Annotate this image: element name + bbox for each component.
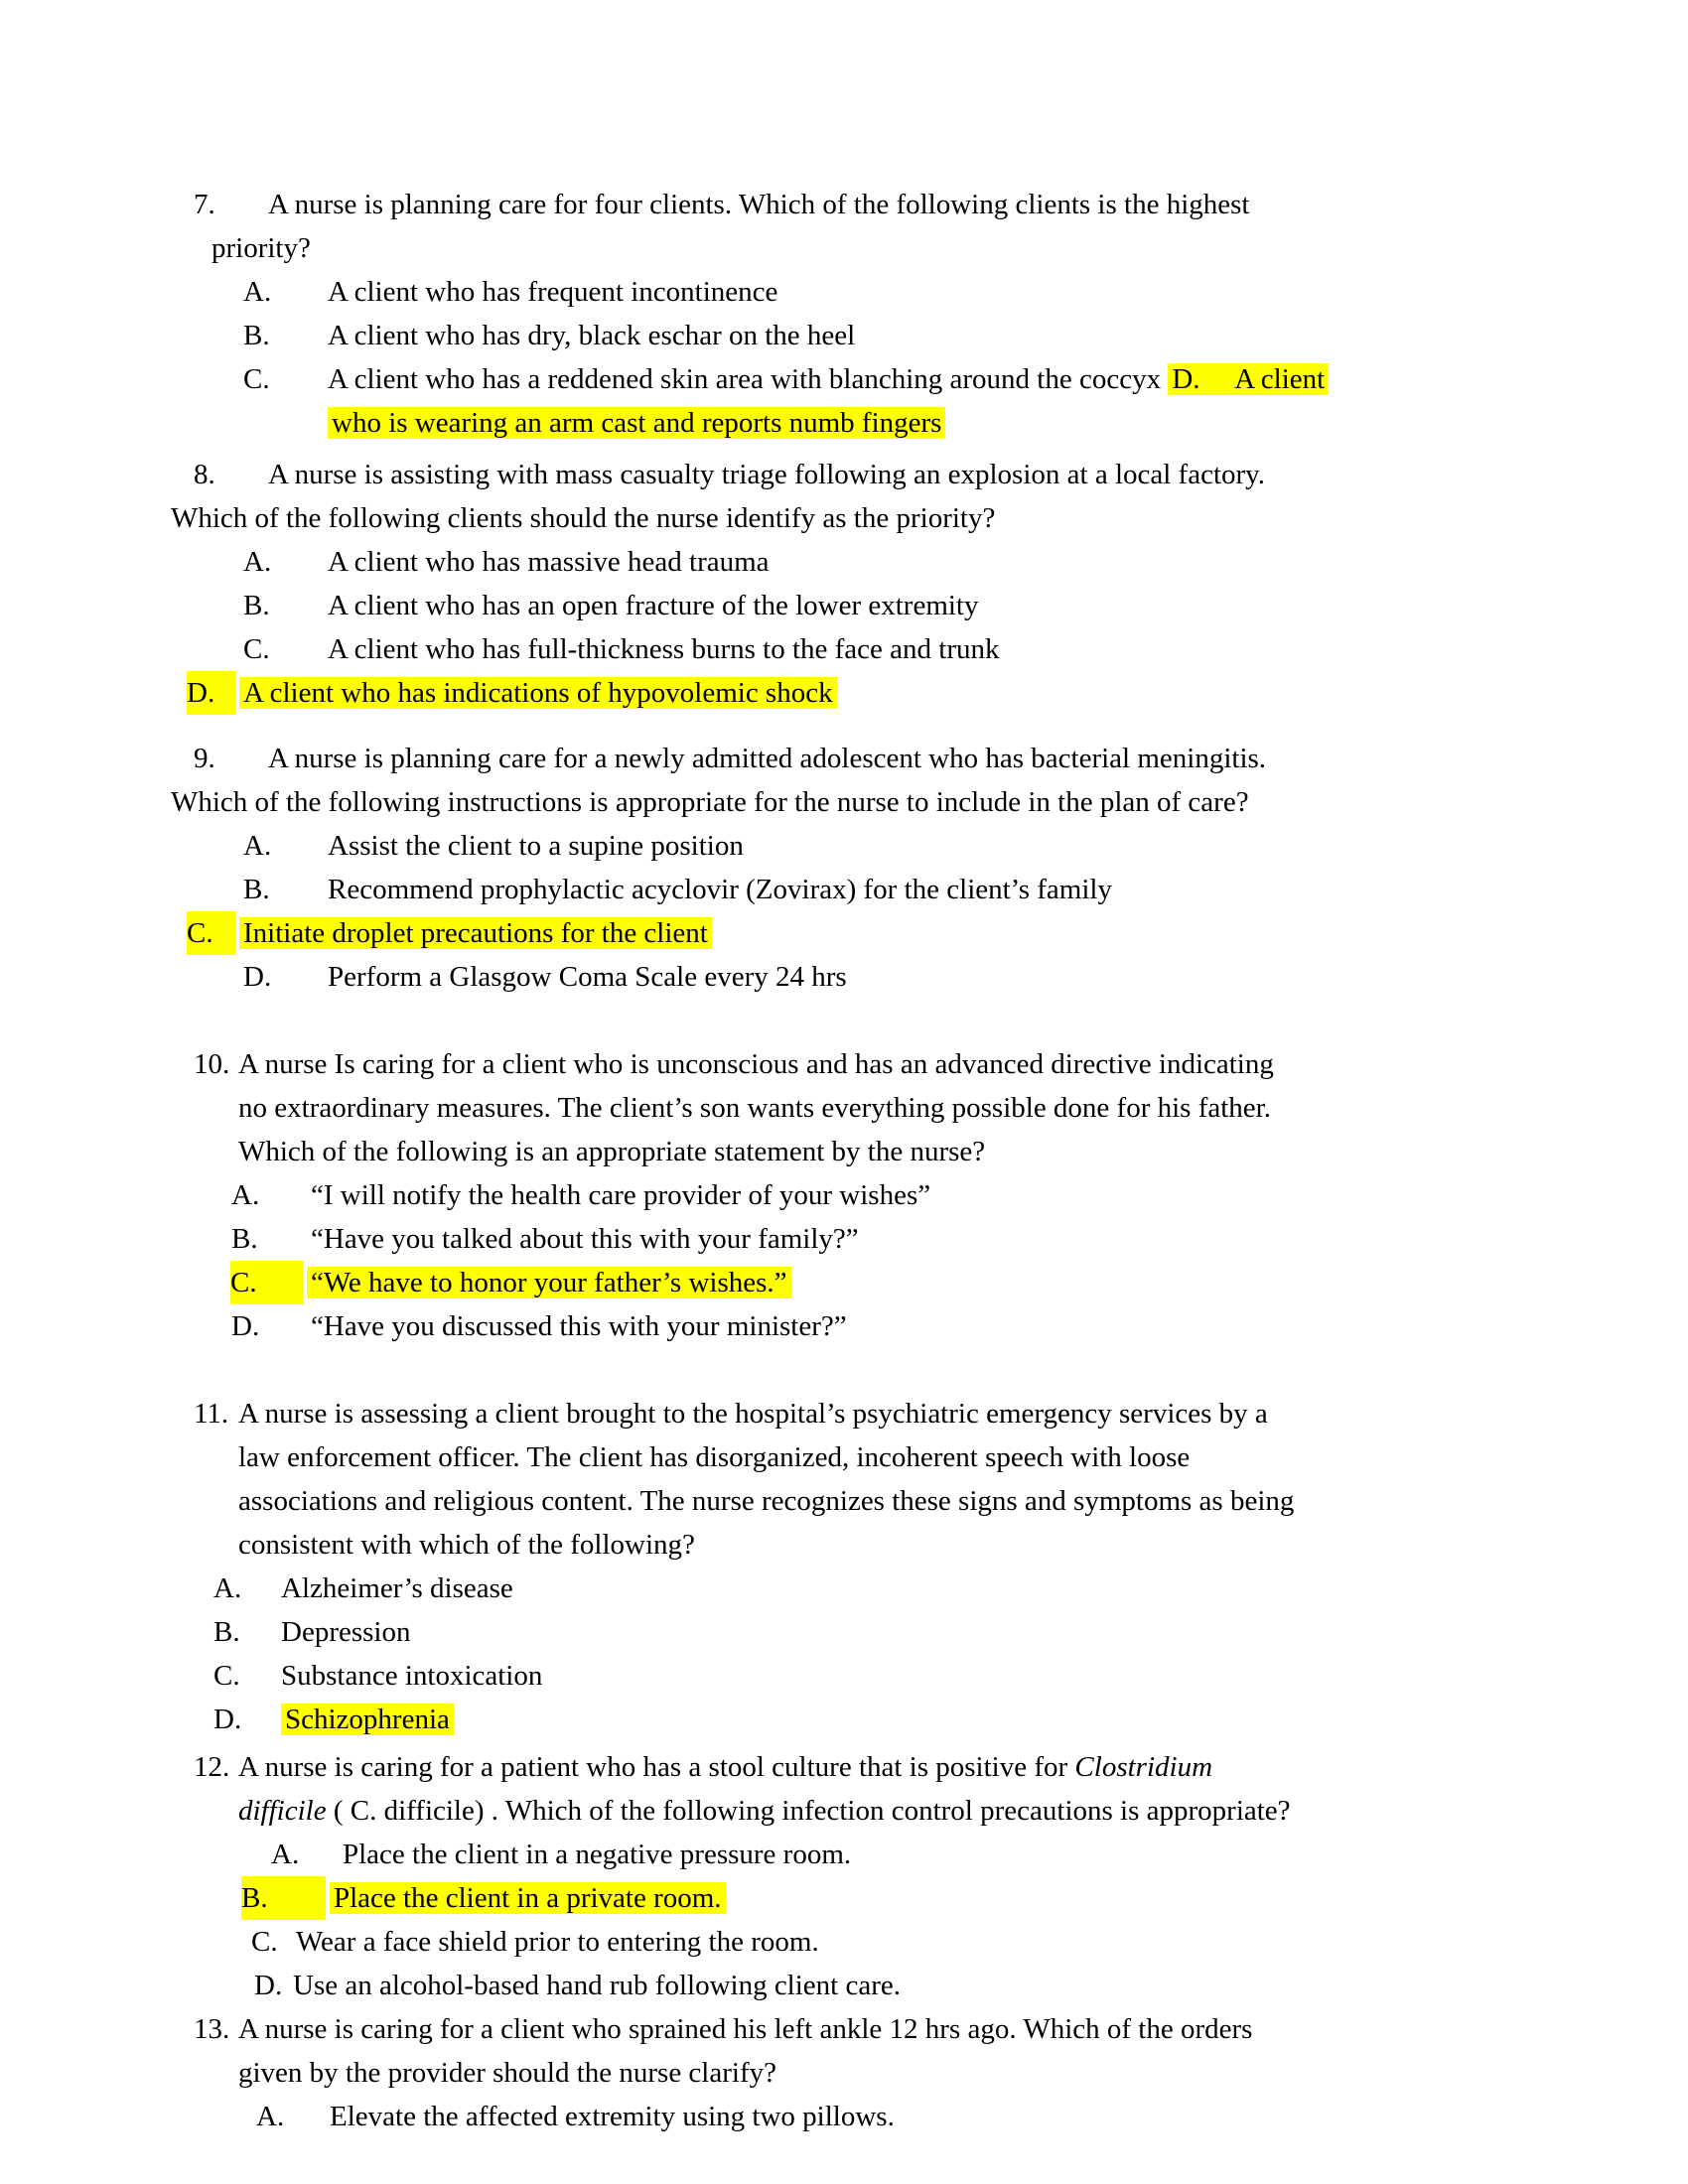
option-letter: D. bbox=[243, 961, 272, 993]
text-segment: given by the provider should the nurse clarify? bbox=[238, 2057, 776, 2089]
text-segment: consistent with which of the following? bbox=[238, 1529, 695, 1561]
option-line bbox=[0, 1304, 1688, 1348]
option-line bbox=[0, 540, 1688, 584]
highlighted-answer-text: Initiate droplet precautions for the client bbox=[239, 917, 712, 949]
text-segment: A client who has an open fracture of the lower extremity bbox=[328, 590, 979, 621]
text-line bbox=[0, 1435, 1688, 1479]
question-number: 10. bbox=[194, 1048, 230, 1080]
highlighted-answer-text: who is wearing an arm cast and reports numb fingers bbox=[328, 407, 945, 439]
option-letter: B. bbox=[231, 1223, 258, 1255]
text-segment: Alzheimer’s disease bbox=[281, 1572, 513, 1604]
option-letter: D. bbox=[231, 1310, 260, 1342]
text-segment: “Have you discussed this with your minister?” bbox=[311, 1310, 847, 1342]
option-line bbox=[0, 2095, 1688, 2138]
text-segment: A client who has massive head trauma bbox=[328, 546, 770, 578]
text-line bbox=[0, 1479, 1688, 1523]
text-segment: A client who has dry, black eschar on the heel bbox=[328, 320, 856, 351]
highlighted-answer-text: D. A client bbox=[1168, 363, 1329, 395]
option-line bbox=[0, 1567, 1688, 1610]
option-line bbox=[0, 584, 1688, 627]
text-line bbox=[0, 1130, 1688, 1173]
question-12 bbox=[0, 1745, 1688, 2007]
question-stem-line bbox=[0, 2007, 1688, 2051]
question-number: 9. bbox=[194, 743, 215, 774]
text-line bbox=[0, 401, 1688, 445]
question-stem-line bbox=[0, 737, 1688, 780]
question-8 bbox=[0, 453, 1688, 715]
text-segment: Assist the client to a supine position bbox=[328, 830, 744, 862]
question-stem-line bbox=[0, 453, 1688, 496]
text-segment: difficile bbox=[238, 1795, 327, 1827]
option-letter: C. bbox=[251, 1926, 278, 1958]
question-10 bbox=[0, 1042, 1688, 1348]
option-letter: A. bbox=[243, 546, 272, 578]
text-segment: Which of the following clients should the nurse identify as the priority? bbox=[171, 502, 996, 534]
text-segment: A nurse is caring for a patient who has a stool culture that is positive for bbox=[238, 1751, 1075, 1783]
option-line bbox=[0, 1698, 1688, 1741]
option-line bbox=[0, 1173, 1688, 1217]
option-letter: D. bbox=[213, 1704, 242, 1735]
text-segment: Use an alcohol-based hand rub following client care. bbox=[293, 1970, 902, 2001]
text-segment: A nurse is assisting with mass casualty triage following an explosion at a local factory. bbox=[268, 459, 1266, 490]
question-number: 7. bbox=[194, 189, 215, 220]
option-letter-highlighted: C. bbox=[230, 1261, 303, 1304]
text-segment: A nurse is caring for a client who sprained his left ankle 12 hrs ago. Which of the orders bbox=[238, 2013, 1253, 2045]
option-letter: C. bbox=[243, 633, 270, 665]
option-line bbox=[0, 671, 1688, 715]
question-number: 11. bbox=[194, 1398, 229, 1430]
text-segment: A client who has full-thickness burns to the face and trunk bbox=[328, 633, 1000, 665]
option-line bbox=[0, 1964, 1688, 2007]
highlighted-answer-text: Schizophrenia bbox=[281, 1704, 454, 1735]
question-stem-line bbox=[0, 1392, 1688, 1435]
option-letter: A. bbox=[256, 2101, 285, 2132]
option-letter: A. bbox=[243, 276, 272, 308]
option-line bbox=[0, 314, 1688, 357]
text-line bbox=[0, 1086, 1688, 1130]
text-segment: A nurse is assessing a client brought to the hospital’s psychiatric emergency services by a bbox=[238, 1398, 1268, 1430]
option-line bbox=[0, 270, 1688, 314]
text-segment: associations and religious content. The nurse recognizes these signs and symptoms as being bbox=[238, 1485, 1295, 1517]
text-segment: Clostridium bbox=[1074, 1751, 1213, 1783]
option-line bbox=[0, 1217, 1688, 1261]
text-segment: “Have you talked about this with your family?” bbox=[311, 1223, 859, 1255]
text-segment: Recommend prophylactic acyclovir (Zovirax) for the client’s family bbox=[328, 874, 1112, 905]
option-letter: C. bbox=[243, 363, 270, 395]
option-letter-highlighted: B. bbox=[241, 1876, 326, 1920]
option-letter: B. bbox=[243, 590, 270, 621]
option-line bbox=[0, 868, 1688, 911]
text-line bbox=[0, 1789, 1688, 1833]
option-letter: A. bbox=[213, 1572, 242, 1604]
question-number: 13. bbox=[194, 2013, 230, 2045]
text-segment: A nurse is planning care for a newly admitted adolescent who has bacterial meningitis. bbox=[268, 743, 1267, 774]
question-stem-line bbox=[0, 1745, 1688, 1789]
text-segment: “I will notify the health care provider of your wishes” bbox=[311, 1179, 931, 1211]
option-line bbox=[0, 357, 1688, 401]
option-letter: B. bbox=[243, 320, 270, 351]
text-segment: Which of the following is an appropriate statement by the nurse? bbox=[238, 1136, 986, 1167]
question-stem-line bbox=[0, 1042, 1688, 1086]
text-line bbox=[0, 780, 1688, 824]
option-line bbox=[0, 1261, 1688, 1304]
option-letter: D. bbox=[254, 1970, 283, 2001]
text-segment: Depression bbox=[281, 1616, 411, 1648]
option-letter: A. bbox=[231, 1179, 260, 1211]
option-line bbox=[0, 1876, 1688, 1920]
question-7 bbox=[0, 183, 1688, 445]
text-segment: Place the client in a negative pressure room. bbox=[343, 1839, 852, 1870]
highlighted-answer-text: “We have to honor your father’s wishes.” bbox=[307, 1267, 791, 1298]
option-letter: B. bbox=[213, 1616, 240, 1648]
question-stem-line bbox=[0, 183, 1688, 226]
option-line bbox=[0, 627, 1688, 671]
option-line bbox=[0, 1920, 1688, 1964]
option-letter: A. bbox=[271, 1839, 300, 1870]
option-line bbox=[0, 824, 1688, 868]
question-number: 8. bbox=[194, 459, 215, 490]
text-line bbox=[0, 226, 1688, 270]
highlighted-answer-text: A client who has indications of hypovolemic shock bbox=[239, 677, 837, 709]
option-line bbox=[0, 955, 1688, 999]
text-segment: A client who has a reddened skin area with blanching around the coccyx bbox=[328, 363, 1169, 395]
highlighted-answer-text: Place the client in a private room. bbox=[330, 1882, 726, 1914]
text-segment: Wear a face shield prior to entering the room. bbox=[296, 1926, 819, 1958]
text-line bbox=[0, 1523, 1688, 1567]
text-segment: priority? bbox=[211, 232, 311, 264]
question-9 bbox=[0, 737, 1688, 999]
text-segment: A nurse Is caring for a client who is unconscious and has an advanced directive indicating bbox=[238, 1048, 1274, 1080]
option-letter-highlighted: C. bbox=[187, 911, 235, 955]
text-segment: Substance intoxication bbox=[281, 1660, 543, 1692]
text-segment: no extraordinary measures. The client’s son wants everything possible done for his father. bbox=[238, 1092, 1271, 1124]
option-letter: C. bbox=[213, 1660, 240, 1692]
option-letter: A. bbox=[243, 830, 272, 862]
option-letter: B. bbox=[243, 874, 270, 905]
option-line bbox=[0, 1610, 1688, 1654]
text-segment: A client who has frequent incontinence bbox=[328, 276, 778, 308]
option-line bbox=[0, 1833, 1688, 1876]
text-segment: Perform a Glasgow Coma Scale every 24 hrs bbox=[328, 961, 847, 993]
text-segment: Which of the following instructions is appropriate for the nurse to include in the plan of care? bbox=[171, 786, 1249, 818]
question-11 bbox=[0, 1392, 1688, 1741]
option-letter-highlighted: D. bbox=[187, 671, 235, 715]
text-segment: ( C. difficile) . Which of the following infection control precautions is appropriate? bbox=[326, 1795, 1291, 1827]
text-segment: law enforcement officer. The client has disorganized, incoherent speech with loose bbox=[238, 1441, 1191, 1473]
question-13 bbox=[0, 2007, 1688, 2138]
text-segment: A nurse is planning care for four clients. Which of the following clients is the highest bbox=[268, 189, 1250, 220]
option-line bbox=[0, 911, 1688, 955]
text-line bbox=[0, 2051, 1688, 2095]
text-segment: Elevate the affected extremity using two pillows. bbox=[330, 2101, 895, 2132]
question-number: 12. bbox=[194, 1751, 230, 1783]
option-line bbox=[0, 1654, 1688, 1698]
text-line bbox=[0, 496, 1688, 540]
